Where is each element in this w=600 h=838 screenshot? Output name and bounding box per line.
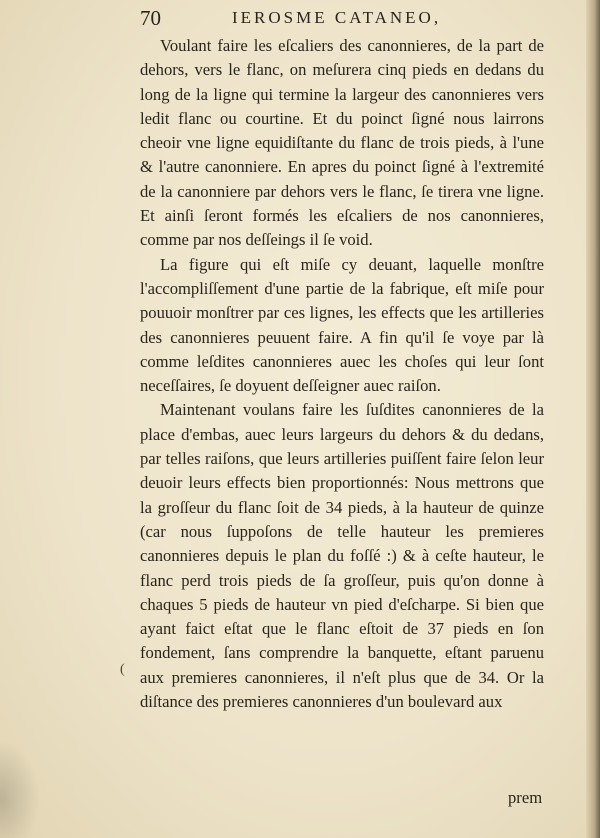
catchword: prem xyxy=(508,788,543,807)
page-edge-shadow xyxy=(586,0,600,838)
running-title: IEROSME CATANEO, xyxy=(232,8,442,27)
paragraph: Voulant faire les eſcaliers des canonnieres, de la part de dehors, vers le flanc, on meſurera cinq pieds en dedans du long de la ligne qui termine la largeur des canonnieres vers ledit flanc ou courtine. Et du poinct ſigné nous lairrons cheoir vne ligne equidiſtante du flanc de trois pieds, à l'une & l'autre canonniere. En apres du poinct ſigné à l'extremité de la canonniere par dehors vers le flanc, ſe tirera vne ligne. Et ainſi ſeront formés les eſcaliers de nos canonnieres, comme par nos deſſeings il ſe void. xyxy=(140,36,544,250)
paragraph: Maintenant voulans faire les ſuſdites canonnieres de la place d'embas, auec leurs largeurs du dehors & du dedans, par telles raiſons, que leurs artilleries puiſſent faire ſelon leur deuoir leurs effects bien proportionnés: Nous mettrons que la groſſeur du flanc ſoit de 34 pieds, à la hauteur de quinze (car nous ſuppoſons de telle hauteur les premieres canonnieres depuis le plan du foſſé :) & à ceſte hauteur, le flanc perd trois pieds de ſa groſſeur, puis qu'on donne à chaques 5 pieds de hauteur vn pied d'eſcharpe. Si bien que ayant faict eſtat que le flanc eſtoit de 37 pieds en ſon fondement, ſans comprendre la banquette, eſtant paruenu aux premieres canonnieres, il n'eſt plus que de 34. Or la diſtance des premieres canonnieres d'un boulevard aux xyxy=(140,400,544,712)
margin-mark: ( xyxy=(120,662,125,677)
body-text xyxy=(140,34,544,714)
running-head xyxy=(140,6,560,34)
paper-stain xyxy=(0,740,40,838)
page-number: 70 xyxy=(140,6,161,30)
paragraph: La figure qui eſt miſe cy deuant, laquelle monſtre l'accompliſſement d'une partie de la fabrique, eſt miſe pour pouuoir monſtrer par ces lignes, les effects que les artilleries des canonnieres peuuent faire. A fin qu'il ſe voye par là comme leſdites canonnieres auec les choſes qui leur ſont neceſſaires, ſe doyuent deſſeigner auec raiſon. xyxy=(140,254,544,396)
